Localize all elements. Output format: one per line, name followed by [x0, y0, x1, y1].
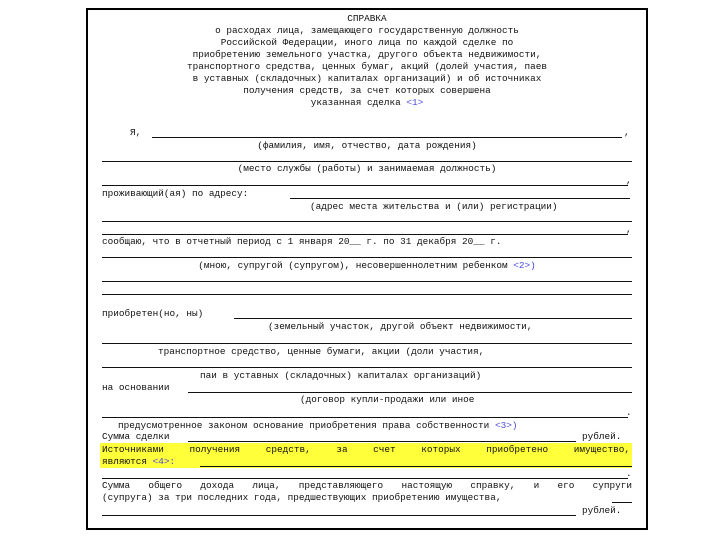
acquired-label: приобретен(но, ны) [102, 308, 204, 319]
basis-field-line-2[interactable] [102, 417, 628, 418]
footnote-ref-3: <3>) [494, 420, 518, 431]
income-field-line[interactable] [612, 502, 632, 503]
basis-hint: (договор купли-продажи или иное [300, 394, 475, 405]
address-comma: , [626, 224, 632, 235]
by-whom-hint [88, 260, 646, 272]
sum-rubles: рублей. [582, 431, 622, 442]
work-hint: (место службы (работы) и занимаемая должность) [237, 163, 497, 174]
title-line-1: о расходах лица, замещающего государственную должность [215, 25, 519, 36]
report-period-text: сообщаю, что в отчетный период с 1 января 20__ г. по 31 декабря 20__ г. [102, 236, 502, 247]
footnote-ref-1: <1> [406, 97, 424, 108]
by-whom-field-line[interactable] [102, 257, 632, 258]
income-field-line-2[interactable] [102, 515, 576, 516]
income-rubles: рублей. [582, 505, 622, 516]
acquired-field-line[interactable] [234, 318, 632, 319]
title-line-2: Российской Федерации, иного лица по каждой сделке по [220, 37, 514, 48]
sources-field-line-2[interactable] [102, 478, 628, 479]
title-line-4: транспортного средства, ценных бумаг, акций (долей участия, паев [186, 61, 548, 72]
address-label: проживающий(ая) по адресу: [102, 188, 249, 199]
object-hint: (земельный участок, другой объект недвижимости, [268, 321, 533, 332]
object-hint-3: паи в уставных (складочных) капиталах организаций) [200, 370, 482, 381]
income-line-1: Сумма общего дохода лица, представляющего настоящую справку, и его супруги [102, 480, 632, 491]
address-field-line-3[interactable] [102, 234, 628, 235]
income-line-2: (супруга) за три последних года, предшествующих приобретению имущества, [102, 492, 502, 503]
certificate-form [86, 8, 648, 530]
sources-line-2 [102, 456, 175, 468]
address-hint: (адрес места жительства и (или) регистрации) [310, 201, 558, 212]
basis-dot: . [626, 407, 632, 418]
title-line-6: получения средств, за счет которых совершена [243, 85, 491, 96]
object-field-line-2[interactable] [102, 343, 632, 344]
basis-hint-2 [118, 420, 517, 432]
work-field-line[interactable] [102, 185, 628, 186]
ya-label: Я, [130, 127, 142, 138]
footnote-ref-2: <2>) [513, 260, 536, 271]
blank-line-2[interactable] [102, 294, 632, 295]
title-line-5: в уставных (складочных) капиталах организаций) и об источниках [192, 73, 542, 84]
work-comma: , [626, 175, 632, 186]
sources-dot: . [626, 468, 632, 479]
sources-line-1: Источниками получения средств, за счет которых приобретено имущество, [102, 444, 630, 455]
basis-field-line[interactable] [188, 392, 632, 393]
title-line-3: приобретению земельного участка, другого объекта недвижимости, [192, 49, 542, 60]
basis-hint-2-text: предусмотренное законом основание приобретения права собственности [118, 420, 490, 431]
form-heading: СПРАВКА [347, 13, 387, 24]
object-field-line-3[interactable] [102, 367, 632, 368]
footnote-ref-4: <4>: [152, 456, 176, 467]
fio-comma: , [624, 127, 630, 138]
sources-field-line[interactable] [200, 466, 632, 467]
title-line-7 [88, 97, 646, 109]
sum-field-line[interactable] [188, 441, 576, 442]
sources-line-2-text: являются [102, 456, 148, 467]
sum-label: Сумма сделки [102, 431, 170, 442]
object-hint-2: транспортное средство, ценные бумаги, акции (доли участия, [158, 346, 485, 357]
title-last-text: указанная сделка [310, 97, 401, 108]
basis-label: на основании [102, 382, 170, 393]
fio-hint: (фамилия, имя, отчество, дата рождения) [257, 140, 477, 151]
blank-line-1[interactable] [102, 281, 632, 282]
by-whom-hint-text: (мною, супругой (супругом), несовершеннолетним ребенком [198, 260, 508, 271]
address-field-line[interactable] [290, 198, 630, 199]
fio-field-line[interactable] [152, 137, 622, 138]
address-field-line-2[interactable] [102, 221, 632, 222]
fio-field-line-2[interactable] [102, 161, 632, 162]
